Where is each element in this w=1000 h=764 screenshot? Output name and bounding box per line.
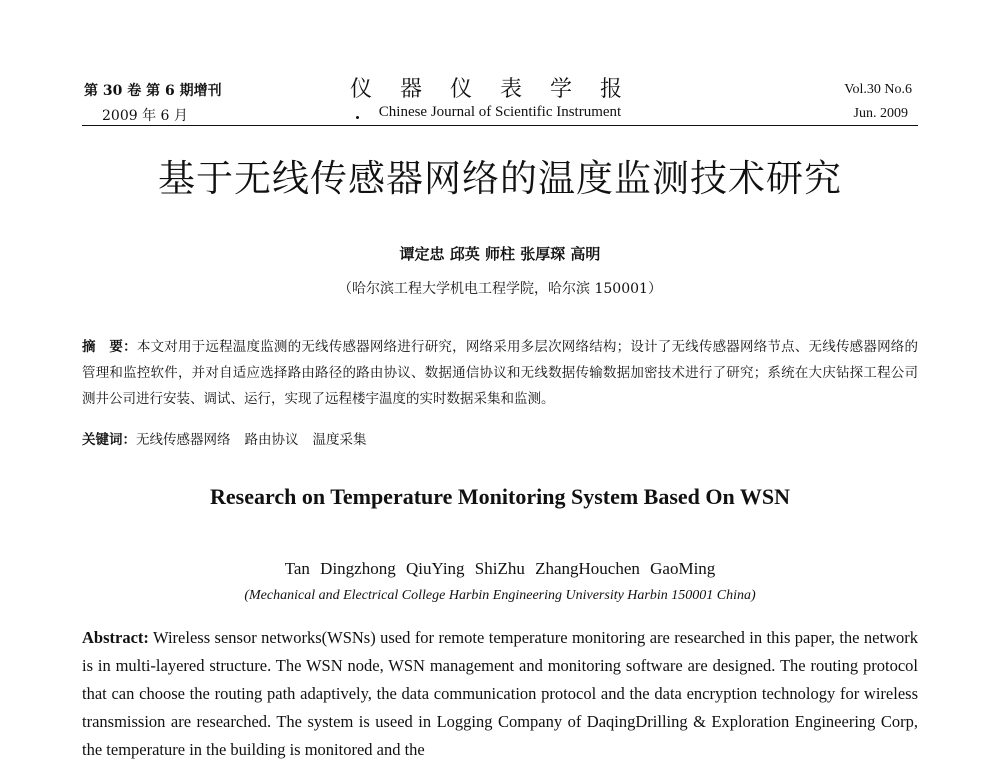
affiliation-en: (Mechanical and Electrical College Harbin Engineering University Harbin 150001 China): [244, 588, 756, 603]
keyword-item: 无线传感器网络: [136, 432, 231, 448]
paper-title-cn: 基于无线传感器网络的温度监测技术研究: [158, 157, 842, 200]
journal-name-en: Chinese Journal of Scientific Instrument: [378, 104, 622, 120]
authors-cn: 谭定忠 邱英 师柱 张厚琛 高明: [399, 245, 601, 263]
keyword-item: 路由协议: [244, 432, 299, 448]
keywords-cn-label: 关键词：: [82, 432, 136, 448]
paper-title-en: Research on Temperature Monitoring System Based On WSN: [210, 484, 790, 509]
abstract-en-label: Abstract:: [82, 628, 149, 647]
journal-name-cn: 仪器仪表学报: [349, 77, 650, 102]
keywords-cn: [82, 428, 381, 448]
header-dot: [356, 116, 359, 119]
abstract-cn-text: 本文对用于远程温度监测的无线传感器网络进行研究，网络采用多层次网络结构；设计了无线传感器网络节点、无线传感器网络的管理和监控软件，并对自适应选择路由路径的路由协议、数据通信协议和无线数据传输数据加密技术进行了研究；系统在大庆钻探工程公司测井公司进行安装、调试、运行，实现了远程楼宇温度的实时数据采集和监测。: [82, 339, 919, 407]
abstract-cn: [82, 334, 918, 412]
keyword-item: 温度采集: [312, 432, 367, 448]
affiliation-cn: （哈尔滨工程大学机电工程学院，哈尔滨 150001）: [338, 281, 662, 297]
abstract-en: [82, 624, 918, 764]
journal-date-en: Jun. 2009: [853, 106, 908, 121]
abstract-cn-label: 摘 要：: [82, 339, 137, 355]
journal-volume-issue: 第 30 卷 第 6 期增刊: [84, 83, 222, 99]
authors-en: Tan Dingzhong QiuYing ShiZhu ZhangHouchen GaoMing: [284, 559, 716, 578]
header-rule: [82, 125, 918, 126]
journal-date-cn: 2009 年 6 月: [102, 108, 188, 124]
journal-volume-en: Vol.30 No.6: [844, 82, 912, 97]
abstract-en-text: Wireless sensor networks(WSNs) used for remote temperature monitoring are researched in this paper, the network is in multi-layered structure. The WSN node, WSN management and monitoring software are designed. The routing protocol that can choose the routing path adaptively, the data communication protocol and the data encryption technology for wireless transmission are researched. The system is useed in Logging Company of DaqingDrilling & Exploration Engineering Corp, the temperature in the building is monitored and the: [82, 628, 918, 759]
